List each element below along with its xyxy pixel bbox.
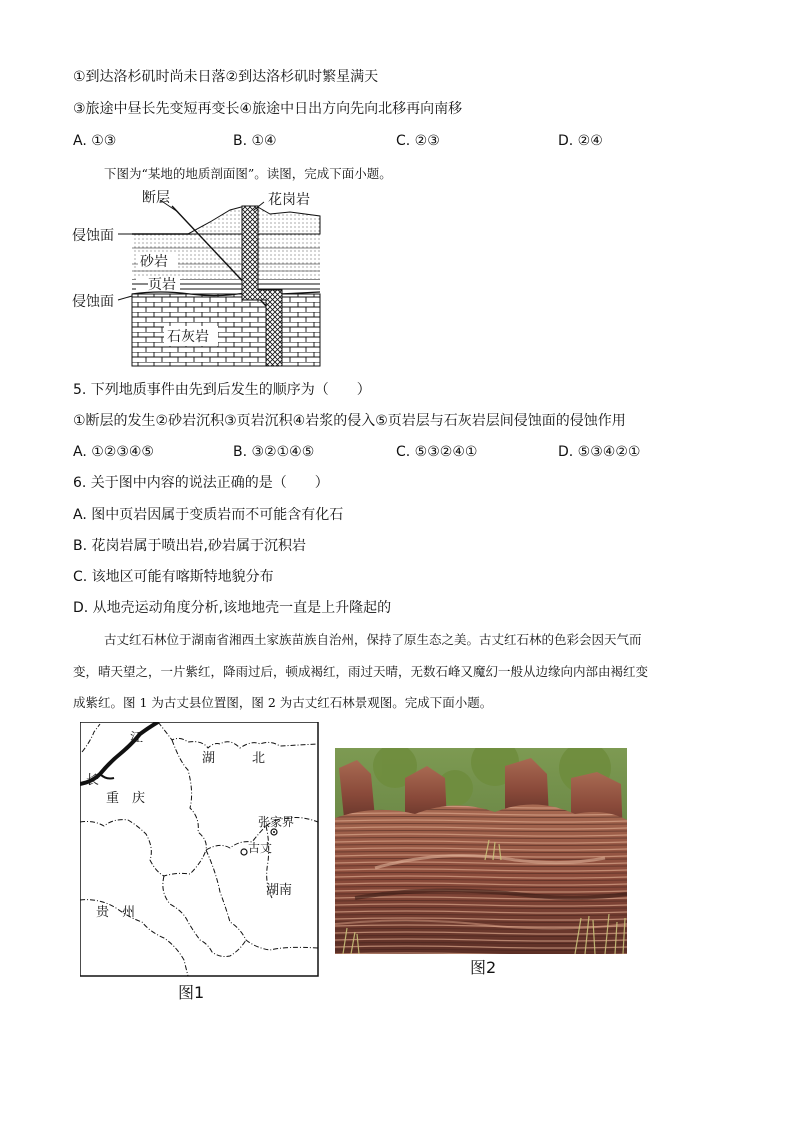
q4-option-b[interactable]: B. ①④ [233, 133, 277, 149]
q4-option-a[interactable]: A. ①③ [73, 133, 117, 149]
figure-1-caption: 图1 [178, 983, 205, 1002]
guzhang-marker [241, 849, 247, 855]
q5-items: ①断层的发生②砂岩沉积③页岩沉积④岩浆的侵入⑤页岩层与石灰岩层间侵蚀面的侵蚀作用 [73, 413, 626, 429]
map-label-chang: 长 [86, 773, 100, 788]
guzhang-location-map [80, 722, 320, 978]
q6-option-c[interactable]: C. 该地区可能有喀斯特地貌分布 [73, 569, 274, 585]
map-label-jiang: 江 [130, 731, 144, 746]
q5-stem: 5. 下列地质事件由先到后发生的顺序为（ ） [73, 382, 371, 398]
map-label-zhangjiajie: 张家界 [258, 815, 295, 829]
geology-cross-section-figure [70, 182, 360, 372]
map-label-bei: 北 [252, 751, 266, 766]
q6-stem: 6. 关于图中内容的说法正确的是（ ） [73, 475, 329, 491]
q5-option-c[interactable]: C. ⑤③②④① [396, 444, 478, 460]
sandstone-label: 砂岩 [140, 254, 168, 270]
limestone-layer [132, 294, 320, 366]
q6-option-a[interactable]: A. 图中页岩因属于变质岩而不可能含有化石 [73, 507, 344, 523]
red-stone-forest-intro-line-1: 古丈红石林位于湖南省湘西土家族苗族自治州，保持了原生态之美。古丈红石林的色彩会因天气而 [104, 632, 642, 647]
q5-option-d[interactable]: D. ⑤③④②① [558, 444, 641, 460]
shale-label: 页岩 [148, 277, 176, 293]
q6-option-b[interactable]: B. 花岗岩属于喷出岩,砂岩属于沉积岩 [73, 538, 306, 554]
red-stone-forest-intro-line-3: 成紫红。图 1 为古丈县位置图，图 2 为古丈红石林景观图。完成下面小题。 [73, 695, 493, 710]
q4-statement-2: ③旅途中昼长先变短再变长④旅途中日出方向先向北移再向南移 [73, 101, 463, 117]
granite-label: 花岗岩 [268, 192, 310, 208]
red-stone-forest-photo [335, 748, 627, 954]
q5-option-a[interactable]: A. ①②③④⑤ [73, 444, 154, 460]
map-label-chongqing: 重 庆 [106, 791, 146, 806]
map-label-guzhang: 古丈 [248, 841, 273, 855]
map-label-hunan: 湖南 [266, 883, 293, 898]
fault-label: 断层 [142, 190, 170, 206]
q6-option-d[interactable]: D. 从地壳运动角度分析,该地地壳一直是上升隆起的 [73, 600, 392, 616]
erosion-surface-lower-label: 侵蚀面 [72, 294, 114, 310]
q4-statement-1: ①到达洛杉矶时尚未日落②到达洛杉矶时繁星满天 [73, 69, 379, 85]
erosion-surface-upper-label: 侵蚀面 [72, 228, 114, 244]
q4-option-c[interactable]: C. ②③ [396, 133, 440, 149]
map-label-hu: 湖 [202, 751, 216, 766]
map-label-guizhou: 贵 州 [96, 905, 136, 920]
red-stone-forest-intro-line-2: 变，晴天望之，一片紫红，降雨过后，顿成褐红，雨过天晴，无数石峰又魔幻一般从边缘向内部由褐红变 [73, 664, 649, 679]
q4-option-d[interactable]: D. ②④ [558, 133, 603, 149]
q5-option-b[interactable]: B. ③②①④⑤ [233, 444, 315, 460]
limestone-label: 石灰岩 [167, 329, 209, 345]
geology-intro: 下图为“某地的地质剖面图”。读图，完成下面小题。 [104, 166, 392, 181]
figure-2-caption: 图2 [470, 958, 497, 977]
hill-surface [132, 206, 320, 234]
